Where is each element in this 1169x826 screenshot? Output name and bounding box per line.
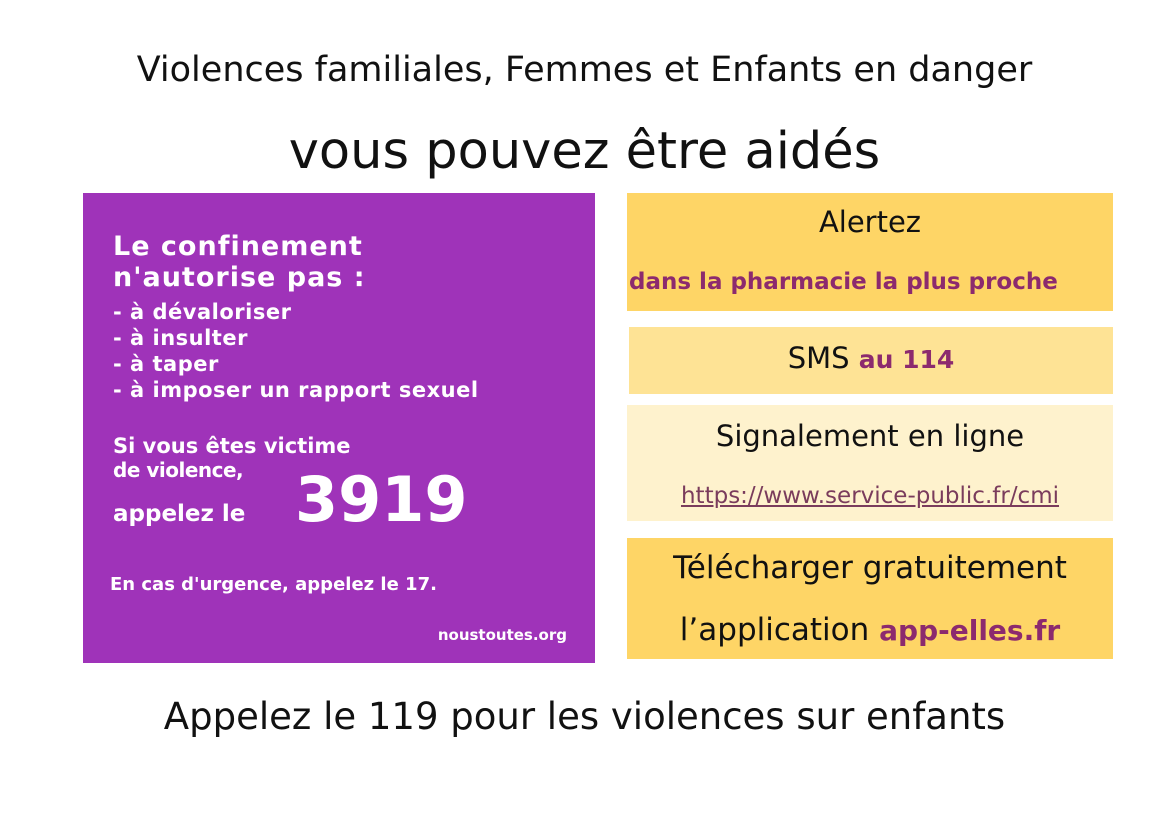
list-item: - à insulter — [113, 326, 248, 350]
alert-box — [627, 193, 1113, 311]
sms-label: SMS — [787, 341, 850, 375]
list-item: - à imposer un rapport sexuel — [113, 378, 479, 402]
app-prefix: l’application — [679, 612, 870, 648]
alert-title: Alertez — [818, 205, 922, 239]
forbidden-list — [113, 299, 479, 403]
online-title: Signalement en ligne — [715, 419, 1025, 453]
sms-line — [629, 341, 1113, 375]
app-line2 — [627, 612, 1113, 648]
list-item: - à dévaloriser — [113, 300, 292, 324]
panel-title-line1: Le confinement — [113, 231, 363, 262]
sms-number: au 114 — [858, 345, 955, 374]
app-name[interactable]: app-elles.fr — [879, 614, 1061, 647]
online-report-box — [627, 405, 1113, 521]
footer-text: Appelez le 119 pour les violences sur enfants — [163, 695, 1006, 738]
sms-box — [629, 327, 1113, 394]
confinement-panel — [83, 193, 595, 663]
hotline-number: 3919 — [295, 463, 468, 536]
app-box — [627, 538, 1113, 659]
panel-title-line2: n'autorise pas : — [113, 262, 366, 293]
page-title: Violences familiales, Femmes et Enfants en danger — [136, 50, 1033, 90]
victim-text-2: de violence, — [113, 458, 244, 482]
victim-text: Si vous êtes victime — [113, 434, 351, 458]
urgence-text: En cas d'urgence, appelez le 17. — [110, 574, 437, 595]
appelez-text: appelez le — [113, 501, 246, 527]
panel-title — [113, 231, 366, 293]
online-url-link[interactable]: https://www.service-public.fr/cmi — [680, 483, 1060, 509]
page-subtitle: vous pouvez être aidés — [288, 122, 881, 181]
alert-detail: dans la pharmacie la plus proche — [629, 269, 1058, 295]
list-item: - à taper — [113, 352, 219, 376]
site-link[interactable]: noustoutes.org — [437, 626, 567, 644]
app-line1: Télécharger gratuitement — [673, 550, 1067, 586]
online-url-line — [627, 483, 1113, 509]
